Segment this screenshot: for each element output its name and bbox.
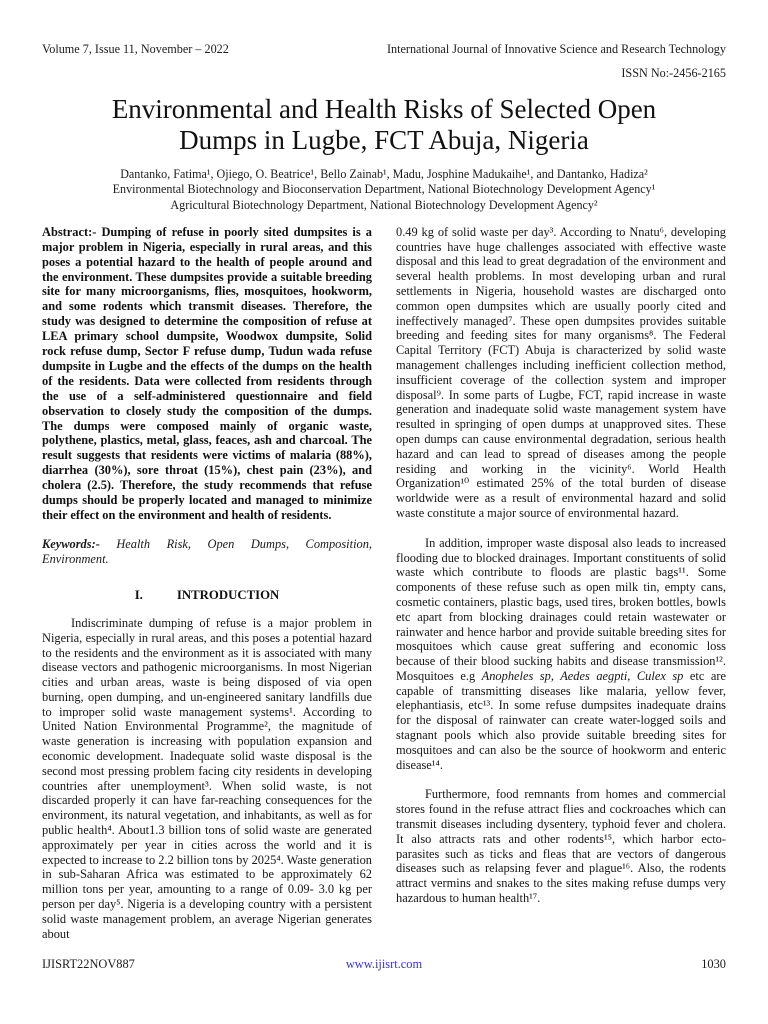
manuscript-id: IJISRT22NOV887 — [42, 957, 135, 971]
authors-block — [42, 167, 726, 214]
section-title: INTRODUCTION — [176, 587, 280, 602]
issn-number: ISSN No:-2456-2165 — [621, 66, 726, 80]
vectors-paragraph: Furthermore, food remnants from homes and commercial stores found in the refuse attract flies and cockroaches which can transmit diseases including dysentery, typhoid fever and cholera. It also attracts rats and other rodents¹⁵, which harbor ecto-parasites such as ticks and fleas that are vectors of dangerous diseases such as relapsing fever and plague¹⁶. Also, the rodents attract vermins and snakes to the sites making refuse dumps very hazardous to human health¹⁷. — [396, 787, 726, 906]
flooding-paragraph: In addition, improper waste disposal also leads to increased flooding due to blocked drainages. Important constituents of solid waste which contribute to floods are plastic bags¹¹. Some components of these refuse such as open milk tin, empty cans, cosmetic containers, plastic bags, used tires, broken bottles, bowls etc apart from blocking drainages could retain wastewater or rainwater and hence harbor and provide suitable breeding sites for mosquitoes which cause great suffering and economic loss because of their blood sucking habits and disease transmission¹². Mosquitoes e.g Anopheles sp, Aedes aegpti, Culex sp etc are capable of transmitting diseases like malaria, yellow fever, elephantiasis, etc¹³. In some refuse dumpsites inadequate drains for the disposal of rainwater can create water-logged soils and stagnant pools which also provide suitable breeding sites for mosquitoes and can also be the source of hookworm and enteric disease¹⁴. — [396, 535, 726, 772]
continuation-paragraph: 0.49 kg of solid waste per day³. According to Nnatu⁶, developing countries have huge challenges associated with effective waste disposal and this lead to great degradation of the environment and several health problems. In most developing urban and rural settlements in Nigeria, household wastes are discharged onto common open dumpsites which are usually poorly cited and ineffectively managed⁷. These open dumpsites provides suitable breeding and feeding sites for many organisms⁸. The Federal Capital Territory (FCT) Abuja is characterized by solid waste management challenges including inefficient collection method, insufficient coverage of the collection system and improper disposal⁹. In some parts of Lugbe, FCT, rapid increase in waste generation and inadequate solid waste management system have resulted in springing of open dumps at unapproved sites. These open dumps can cause environmental degradation, serious health hazard and can lead to spread of diseases among the people residing and working in the vicinity⁶. World Health Organization¹⁰ estimated 25% of the total burden of disease worldwide were as a result of environmental hazard and solid waste constitute a major source of environmental hazard. — [396, 224, 726, 520]
section-heading-introduction — [42, 588, 372, 603]
keywords-text: Health Risk, Open Dumps, Composition, Environment. — [42, 536, 372, 566]
abstract-text: Dumping of refuse in poorly sited dumpsites is a major problem in Nigeria, especially in rural areas, and this poses a potential hazard to the health of people around and the environment. These dumpsites provide a suitable breeding site for many microorganisms, flies, mosquitoes, hookworm, and some rodents which transmit diseases. Therefore, the study was designed to determine the composition of refuse at LEA primary school dumpsite, Woodwox dumpsite, Solid rock refuse dump, Sector F refuse dump, Tudun wada refuse dumpsite in Lugbe and the effects of the dumps on the health of the residents. Data were collected from residents through the use of a self-administered questionnaire and field observation to closely study the composition of the dumps. The dumps were composed mainly of organic waste, polythene, plastics, metal, glass, feaces, ash and charcoal. The result suggests that residents were victims of malaria (88%), diarrhea (30%), sore throat (15%), chest pain (23%), and cholera (2.5). Therefore, the study recommends that refuse dumps should be properly located and managed to minimize their effect on the environment and health of residents. — [42, 224, 372, 522]
right-column — [396, 225, 726, 957]
journal-name: International Journal of Innovative Science and Research Technology — [386, 42, 726, 56]
paper-title: Environmental and Health Risks of Selected Open Dumps in Lugbe, FCT Abuja, Nigeria — [111, 94, 657, 156]
page-header — [42, 42, 726, 57]
keywords-line — [42, 537, 372, 567]
journal-website-link[interactable]: www.ijisrt.com — [345, 957, 423, 971]
introduction-paragraph: Indiscriminate dumping of refuse is a major problem in Nigeria, especially in rural areas, and this poses a potential hazard to the residents and the environment as it is associated with many disease vectors and pathogenic microorganisms. In most Nigerian cities and urban areas, waste is being disposed of via open burning, open dumping, and un-engineered sanitary landfills due to improper solid waste management systems¹. According to United Nation Environmental Programme², the magnitude of waste generation is increasing with population expansion and economic development. Inadequate solid waste disposal is the second most pressing problem facing city residents in developing countries after unemployment³. When solid waste, is not discarded properly it can have far-reaching consequences for the environment, its natural vegetation, and inhabitants, as well as for public health⁴. About1.3 billion tons of solid waste are generated approximately per year in cities across the world and it is expected to increase to 2.2 billion tons by 2025⁴. Waste generation in sub-Saharan Africa was estimated to be approximately 62 million tons per year, amounting to a range of 0.09- 3.0 kg per person per day⁵. Nigeria is a developing country with a persistent solid waste management problem, an average Nigerian generates about — [42, 615, 372, 941]
authors-line: Dantanko, Fatima¹, Ojiego, O. Beatrice¹, Bello Zainab¹, Madu, Josphine Madukaihe¹, and Dantanko, Hadiza² — [120, 166, 648, 181]
abstract-paragraph — [42, 225, 372, 523]
volume-issue-date: Volume 7, Issue 11, November – 2022 — [42, 42, 229, 56]
page-footer — [42, 957, 726, 972]
abstract-label: Abstract:- — [42, 224, 97, 239]
keywords-label: Keywords:- — [42, 536, 100, 551]
page-number: 1030 — [701, 957, 726, 971]
affiliation-2: Agricultural Biotechnology Department, National Biotechnology Development Agency² — [170, 198, 598, 213]
affiliation-1: Environmental Biotechnology and Bioconservation Department, National Biotechnology Development Agency¹ — [112, 182, 656, 197]
left-column — [42, 225, 372, 957]
two-column-body — [42, 225, 726, 957]
issn-row — [42, 66, 726, 81]
section-number: I. — [134, 587, 143, 602]
